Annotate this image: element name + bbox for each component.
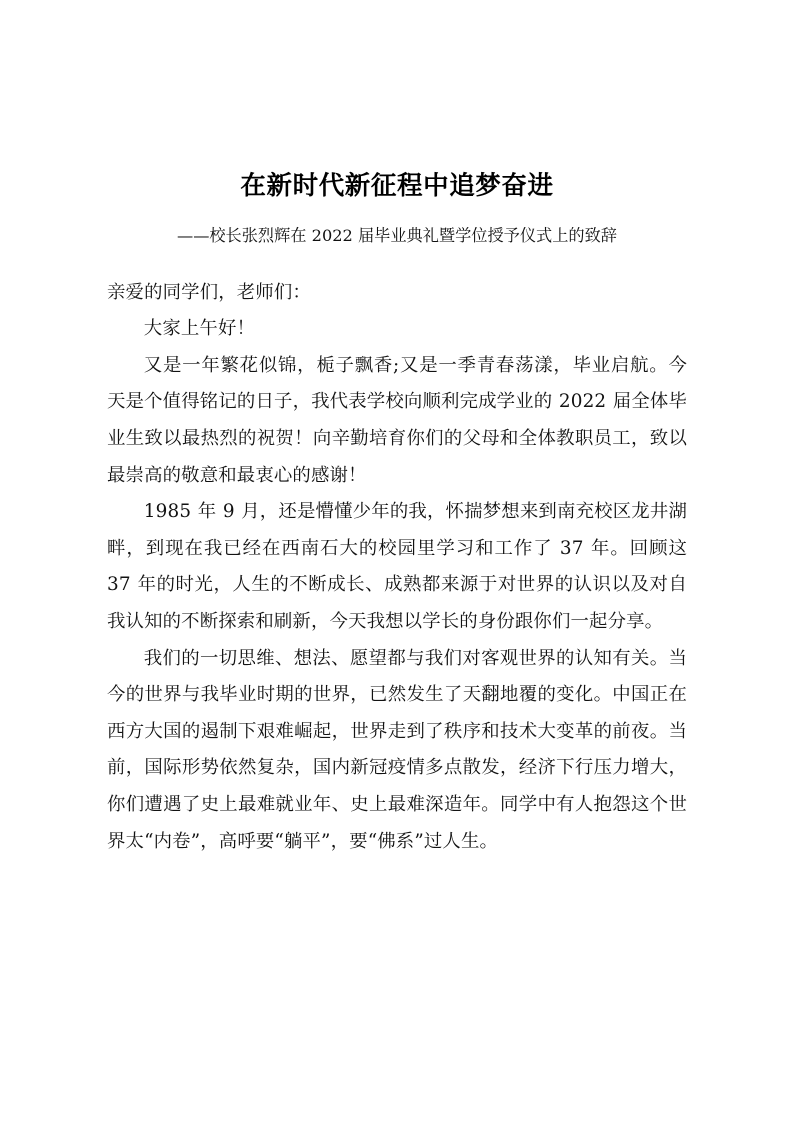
paragraph-world-cognition: 我们的一切思维、想法、愿望都与我们对客观世界的认知有关。当今的世界与我毕业时期的世界，已然发生了天翻地覆的变化。中国正在西方大国的遏制下艰难崛起，世界走到了秩序和技术大变革的前夜。当前，国际形势依然复杂，国内新冠疫情多点散发，经济下行压力增大，你们遭遇了史上最难就业年、史上最难深造年。同学中有人抱怨这个世界太“内卷”，高呼要“躺平”，要“佛系”过人生。 [107, 647, 687, 852]
paragraph-greeting: 大家上午好！ [143, 318, 256, 340]
paragraph-salutation: 亲爱的同学们，老师们： [107, 281, 311, 303]
paragraph-personal-history: 1985 年 9 月，还是懵懂少年的我，怀揣梦想来到南充校区龙井湖畔，到现在我已经在西南石大的校园里学习和工作了 37 年。回顾这 37 年的时光，人生的不断成长、成熟都来源于对世界的认识以及对自我认知的不断探索和刷新，今天我想以学长的身份跟你们一起分享。 [107, 501, 687, 633]
document-body [107, 0, 687, 860]
page-title: 在新时代新征程中追梦奋进 [240, 171, 554, 201]
paragraph-congratulations: 又是一年繁花似锦，栀子飘香;又是一季青春荡漾，毕业启航。今天是个值得铭记的日子，我代表学校向顺利完成学业的 2022 届全体毕业生致以最热烈的祝贺！向辛勤培育你们的父母和全体教职员工，致以最崇高的敬意和最衷心的感谢！ [107, 354, 687, 486]
document-subtitle: ——校长张烈辉在 2022 届毕业典礼暨学位授予仪式上的致辞 [177, 225, 617, 245]
